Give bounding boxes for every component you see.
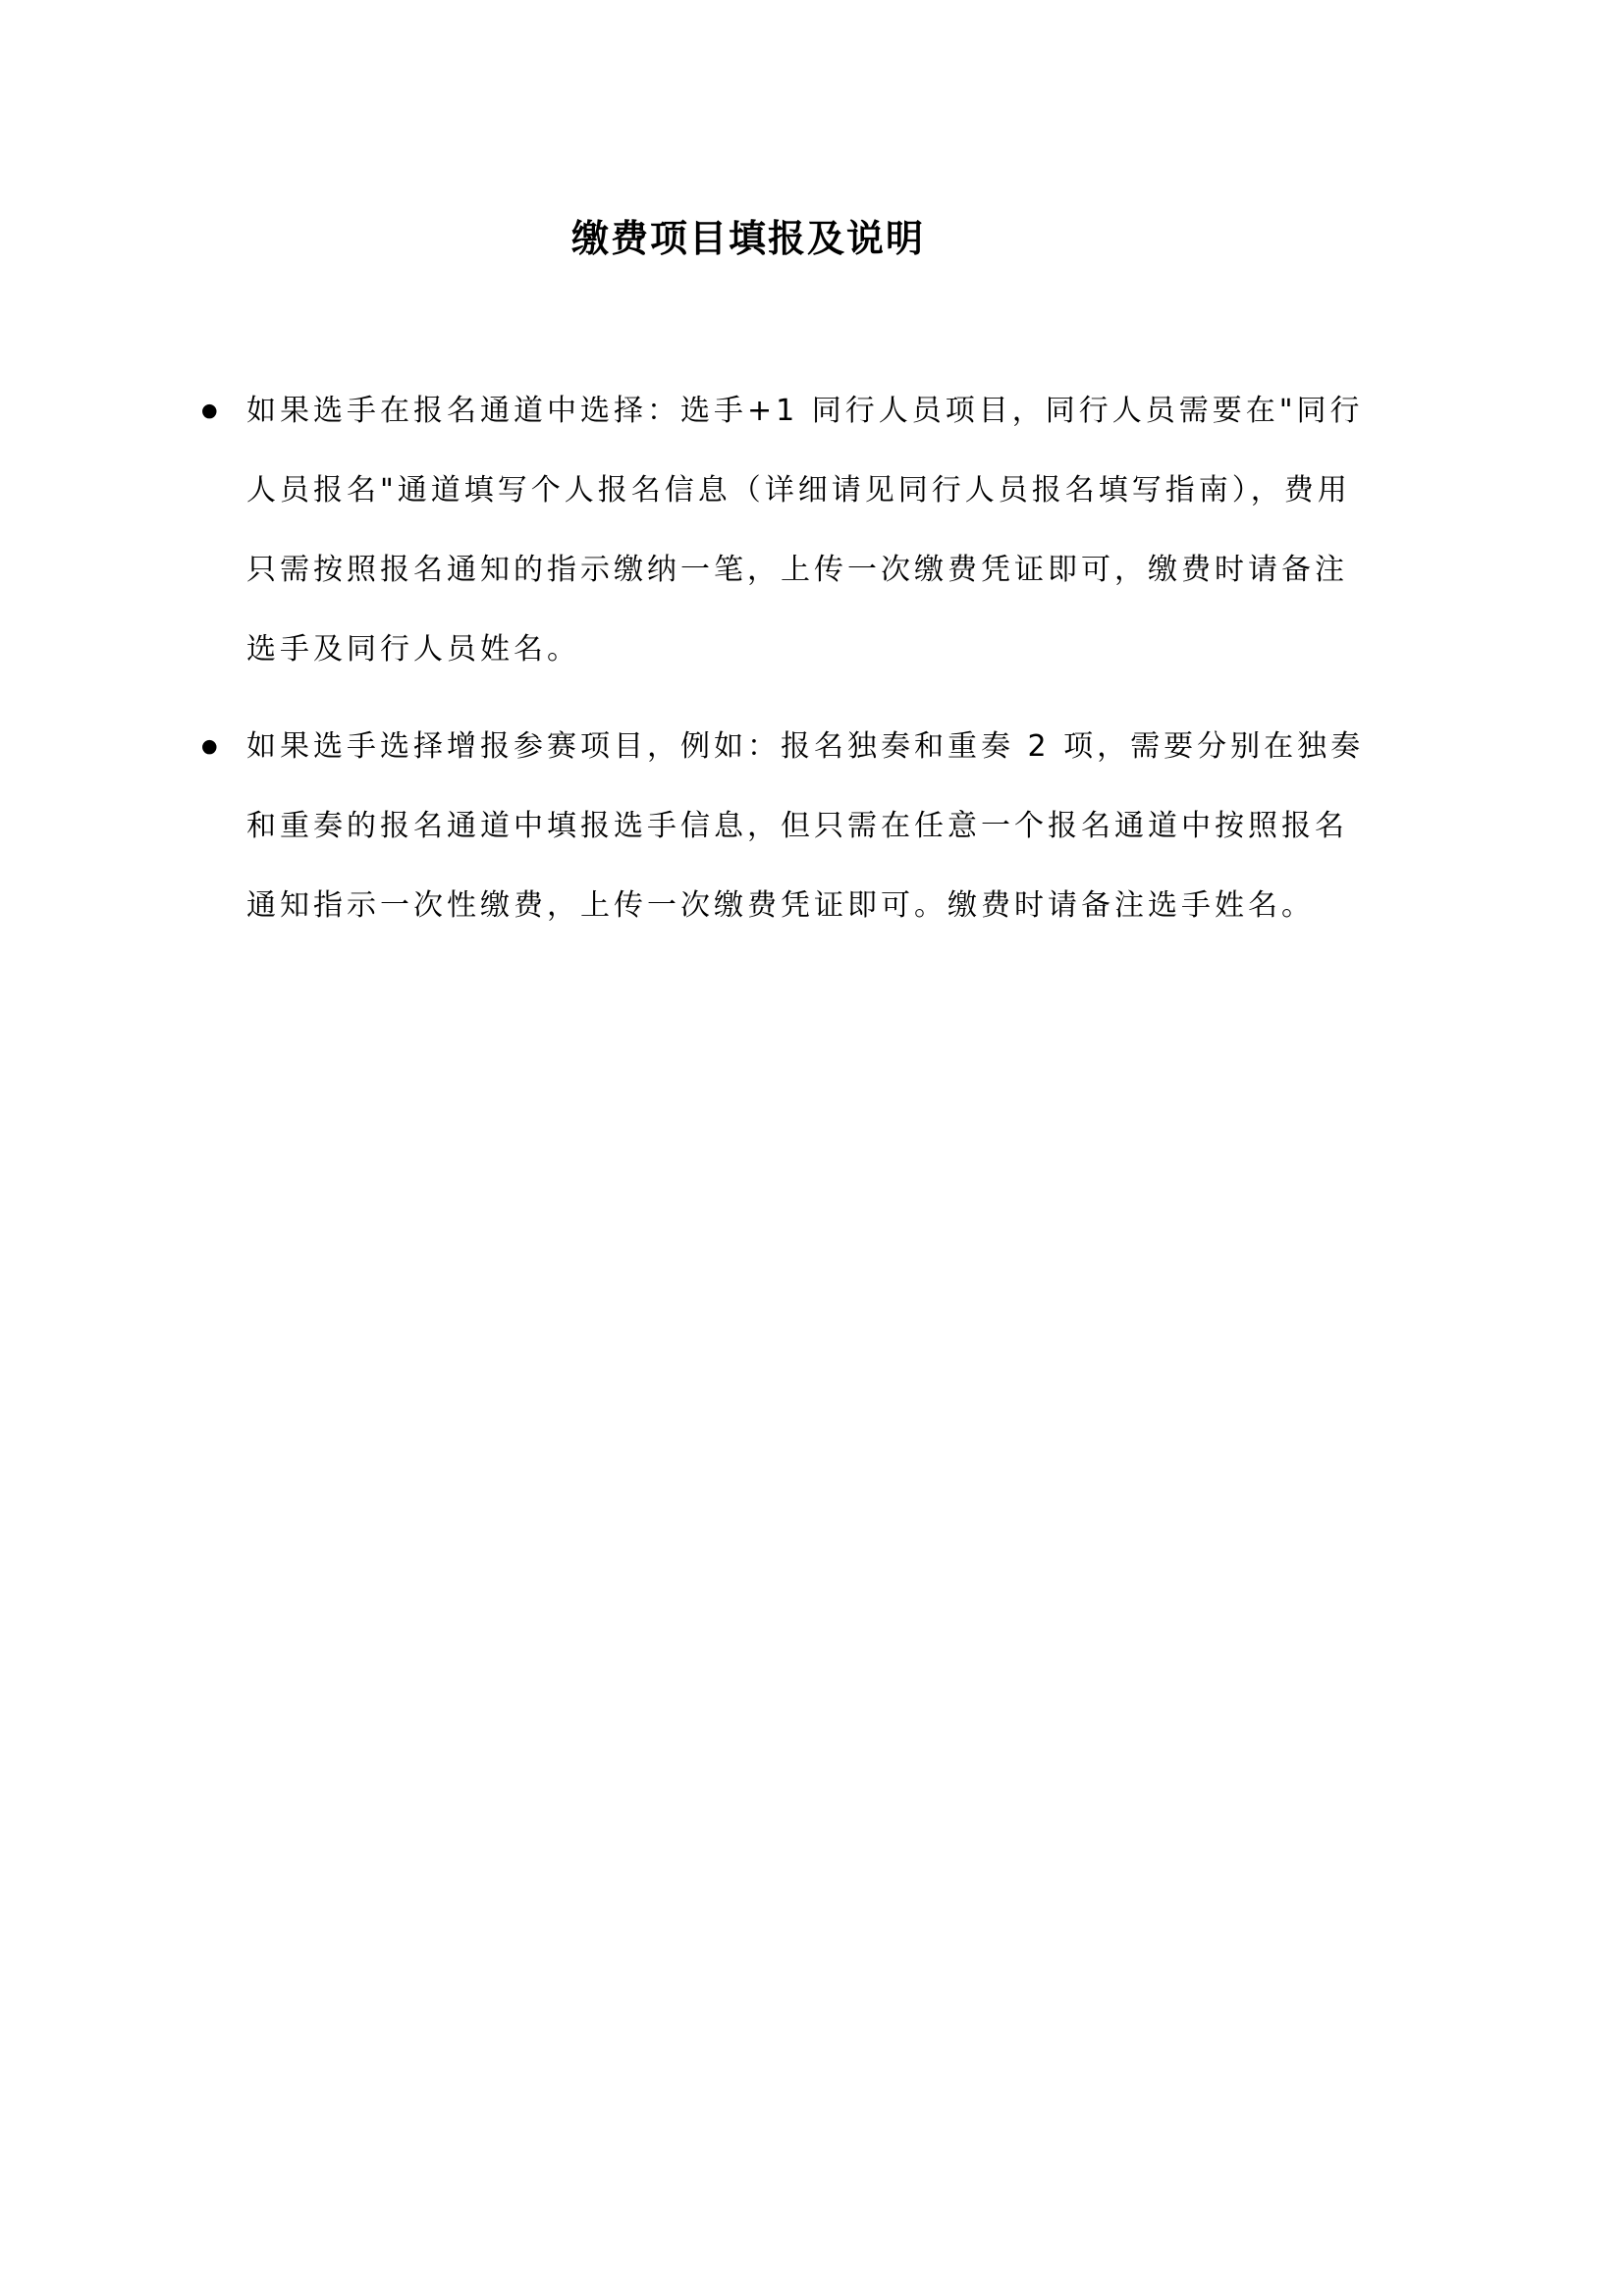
text-line: 人员报名"通道填写个人报名信息（详细请见同行人员报名填写指南），费用 (246, 473, 1351, 507)
bullet-marker-icon: ● (201, 400, 218, 421)
bullet-item (201, 371, 1506, 689)
bullet-item (201, 707, 1506, 945)
page-title: 缴费项目填报及说明 (570, 217, 925, 260)
text-line: 如果选手在报名通道中选择：选手+1 同行人员项目，同行人员需要在"同行 (246, 394, 1364, 428)
text-line: 选手及同行人员姓名。 (246, 632, 580, 667)
text-line: 只需按照报名通知的指示缴纳一笔，上传一次缴费凭证即可，缴费时请备注 (246, 553, 1348, 587)
bullet-marker-icon: ● (201, 735, 218, 757)
text-line: 通知指示一次性缴费，上传一次缴费凭证即可。缴费时请备注选手姓名。 (246, 888, 1315, 923)
bullet-text (246, 707, 1364, 945)
document-body (0, 371, 1624, 945)
text-line: 和重奏的报名通道中填报选手信息，但只需在任意一个报名通道中按照报名 (246, 809, 1348, 843)
text-line: 如果选手选择增报参赛项目，例如：报名独奏和重奏 2 项，需要分别在独奏 (246, 729, 1365, 764)
bullet-text (246, 371, 1364, 689)
